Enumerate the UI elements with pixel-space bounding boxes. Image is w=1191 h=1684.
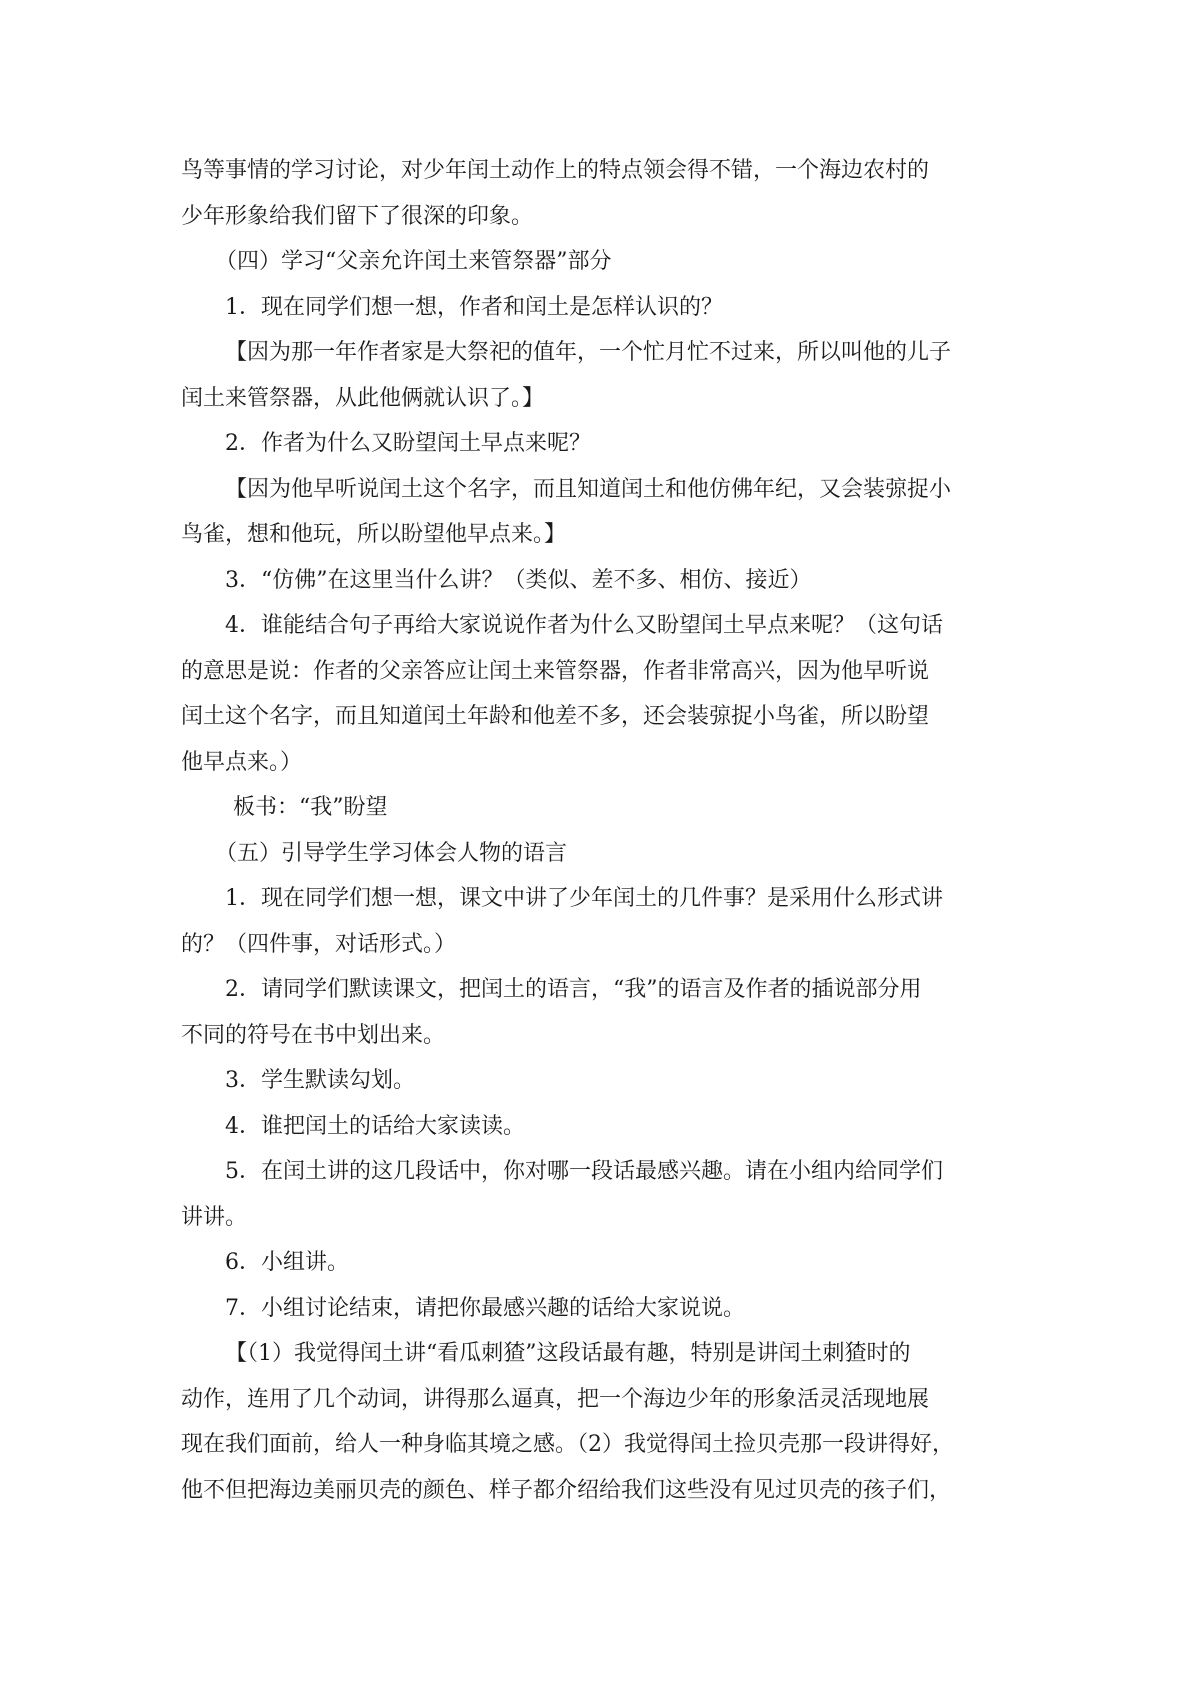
board-note: 板书：“我”盼望 [233,795,388,820]
question-item: 4．谁把闰土的话给大家读读。 [225,1113,525,1139]
answer-text: 【因为那一年作者家是大祭祀的值年，一个忙月忙不过来，所以叫他的儿子 [225,340,952,365]
question-item: 3．学生默读勾划。 [225,1068,415,1093]
text-line: 闰土这个名字，而且知道闰土年龄和他差不多，还会装弶捉小鸟雀，所以盼望 [181,704,930,729]
text-line: 鸟雀，想和他玩，所以盼望他早点来。】 [181,522,567,547]
document-body [181,148,1011,1513]
section-heading: （四）学习“父亲允许闰土来管祭器”部分 [215,249,612,274]
question-item: 7．小组讨论结束，请把你最感兴趣的话给大家说说。 [225,1295,745,1321]
section-heading: （五）引导学生学习体会人物的语言 [215,840,568,866]
text-line: 的意思是说：作者的父亲答应让闰土来管祭器，作者非常高兴，因为他早听说 [181,658,930,684]
text-line: 他早点来。） [181,749,303,775]
text-line: 动作，连用了几个动词，讲得那么逼真，把一个海边少年的形象活灵活现地展 [181,1386,930,1412]
question-item: 1．现在同学们想一想，课文中讲了少年闰土的几件事？是采用什么形式讲 [225,886,943,911]
text-line: 他不但把海边美丽贝壳的颜色、样子都介绍给我们这些没有见过贝壳的孩子们， [181,1477,952,1503]
text-line: 不同的符号在书中划出来。 [181,1022,446,1048]
question-item: 5．在闰土讲的这几段话中，你对哪一段话最感兴趣。请在小组内给同学们 [225,1159,943,1184]
text-line: 的？（四件事，对话形式。） [181,931,457,957]
question-item: 4．谁能结合句子再给大家说说作者为什么又盼望闰土早点来呢？（这句话 [225,613,943,638]
answer-text: 【（1）我觉得闰土讲“看瓜刺猹”这段话最有趣，特别是讲闰土刺猹时的 [225,1341,911,1366]
text-line: 少年形象给我们留下了很深的印象。 [181,203,534,229]
text-line: 现在我们面前，给人一种身临其境之感。（2）我觉得闰土捡贝壳那一段讲得好， [181,1432,954,1457]
question-item: 2．请同学们默读课文，把闰土的语言，“我”的语言及作者的插说部分用 [225,977,922,1002]
text-line: 闰土来管祭器，从此他俩就认识了。】 [181,385,545,411]
text-line: 讲讲。 [181,1204,248,1230]
question-item: 3．“仿佛”在这里当什么讲？（类似、差不多、相仿、接近） [225,567,812,593]
answer-text: 【因为他早听说闰土这个名字，而且知道闰土和他仿佛年纪，又会装弶捉小 [225,476,952,502]
question-item: 6．小组讲。 [225,1250,349,1275]
text-line: 鸟等事情的学习讨论，对少年闰土动作上的特点领会得不错，一个海边农村的 [181,158,930,183]
question-item: 1．现在同学们想一想，作者和闰土是怎样认识的？ [225,294,723,320]
question-item: 2．作者为什么又盼望闰土早点来呢？ [225,431,591,456]
